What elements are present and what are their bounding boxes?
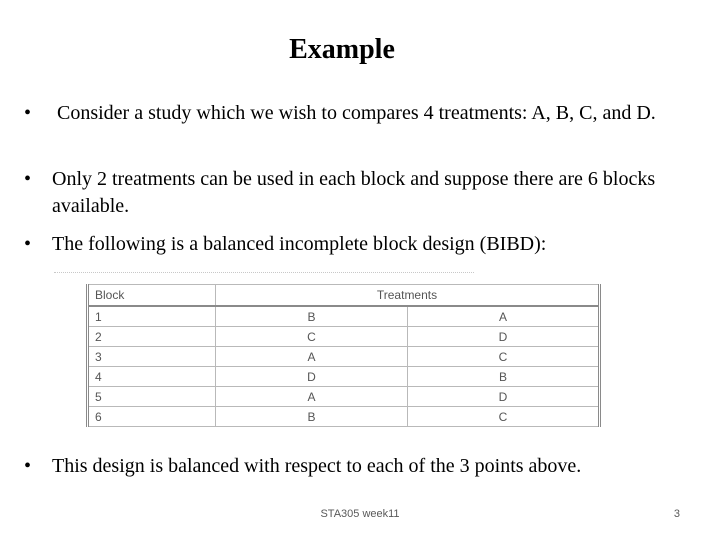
bullet-marker: • <box>24 168 32 190</box>
treatment-cell: D <box>408 327 600 347</box>
treatment-cell: D <box>408 387 600 407</box>
block-cell: 4 <box>88 367 216 387</box>
block-cell: 2 <box>88 327 216 347</box>
table-row <box>88 387 600 407</box>
table-row <box>88 306 600 327</box>
treatment-cell: A <box>216 347 408 367</box>
bullet-marker: • <box>24 102 32 124</box>
treatment-cell: B <box>216 407 408 427</box>
bullet-item <box>24 166 694 220</box>
table-row <box>88 347 600 367</box>
table-header-row <box>88 285 600 307</box>
block-cell: 6 <box>88 407 216 427</box>
table-row <box>88 367 600 387</box>
bullet-item <box>24 453 694 480</box>
treatment-cell: B <box>216 306 408 327</box>
bullet-text: This design is balanced with respect to each of the 3 points above. <box>52 455 582 477</box>
treatment-cell: A <box>408 306 600 327</box>
treatment-cell: A <box>216 387 408 407</box>
block-cell: 1 <box>88 306 216 327</box>
cropped-caption-remnant <box>54 262 474 273</box>
bullet-text: The following is a balanced incomplete block design (BIBD): <box>52 233 547 255</box>
block-cell: 3 <box>88 347 216 367</box>
bullet-marker: • <box>24 233 32 255</box>
bibd-table-container <box>86 284 598 426</box>
treatment-cell: D <box>216 367 408 387</box>
table-row <box>88 407 600 427</box>
treatment-cell: B <box>408 367 600 387</box>
bibd-table <box>86 284 601 427</box>
header-treatments: Treatments <box>216 285 600 307</box>
treatment-cell: C <box>408 347 600 367</box>
bullet-item <box>24 231 694 258</box>
bullet-text: Consider a study which we wish to compares 4 treatments: A, B, C, and D. <box>52 102 656 124</box>
table-row <box>88 327 600 347</box>
treatment-cell: C <box>408 407 600 427</box>
header-block: Block <box>88 285 216 307</box>
bullet-text: Only 2 treatments can be used in each block and suppose there are 6 blocks available. <box>52 168 656 217</box>
slide-title: Example <box>289 34 395 65</box>
treatment-cell: C <box>216 327 408 347</box>
footer-course-label: STA305 week11 <box>320 508 400 520</box>
bullet-item <box>24 100 694 127</box>
footer-page-number: 3 <box>673 508 680 520</box>
block-cell: 5 <box>88 387 216 407</box>
bullet-marker: • <box>24 455 32 477</box>
